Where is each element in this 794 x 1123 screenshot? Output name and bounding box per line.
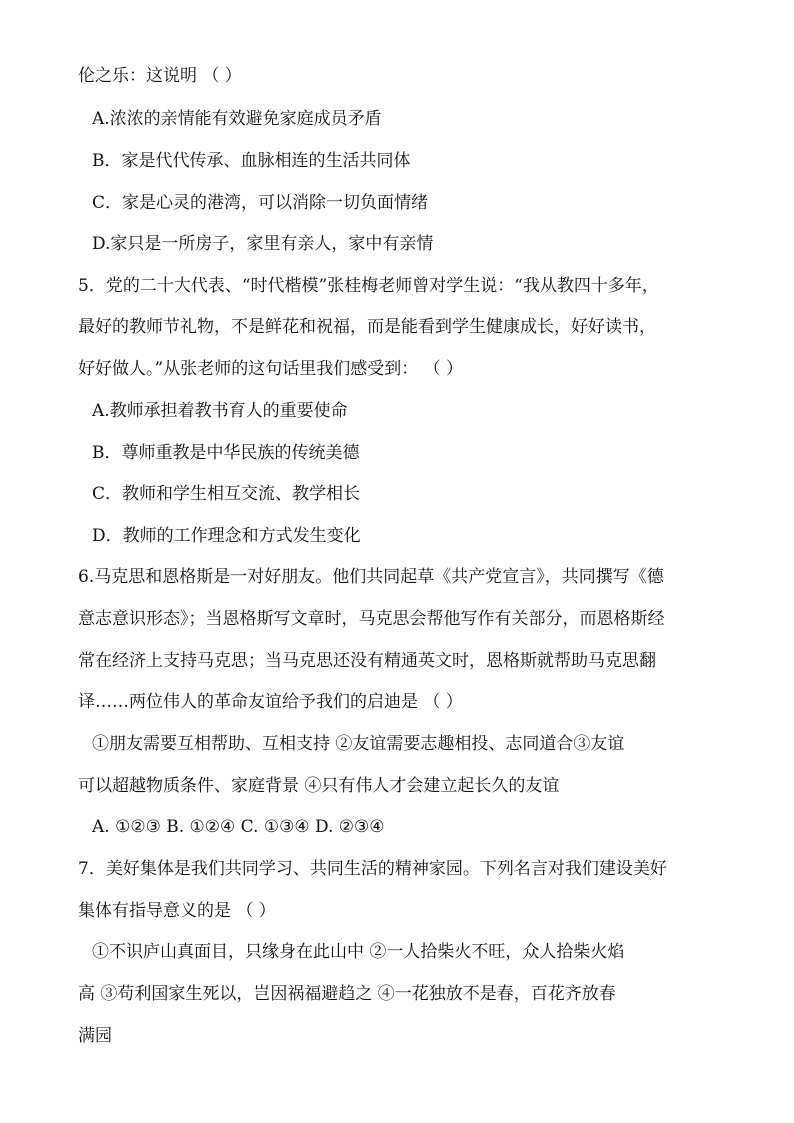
q4-stem-tail: 伦之乐：这说明 （ ） — [78, 66, 242, 86]
q5-option-b: B．尊师重教是中华民族的传统美德 — [92, 443, 360, 463]
q6-statements-line-1: ①朋友需要互相帮助、互相支持 ②友谊需要志趣相投、志同道合③友谊 — [92, 734, 625, 754]
q6-stem-line-1: 6.马克思和恩格斯是一对好朋友。他们共同起草《共产党宣言》，共同撰写《德 — [78, 567, 664, 587]
q4-option-b: B．家是代代传承、血脉相连的生活共同体 — [92, 151, 411, 171]
q6-stem-line-4: 译……两位伟人的革命友谊给予我们的启迪是 （ ） — [78, 692, 463, 712]
q7-stem-line-2: 集体有指导意义的是 （ ） — [78, 901, 276, 921]
q5-stem-line-2: 最好的教师节礼物，不是鲜花和祝福，而是能看到学生健康成长，好好读书， — [78, 317, 656, 337]
q6-stem-line-3: 常在经济上支持马克思；当马克思还没有精通英文时，恩格斯就帮助马克思翻 — [78, 651, 656, 671]
q6-statements-line-2: 可以超越物质条件、家庭背景 ④只有伟人才会建立起长久的友谊 — [78, 776, 560, 796]
q7-stem-line-1: 7．美好集体是我们共同学习、共同生活的精神家园。下列名言对我们建设美好 — [78, 859, 667, 879]
q5-stem-line-3: 好好做人。”从张老师的这句话里我们感受到： （ ） — [78, 359, 463, 379]
q4-option-d: D.家只是一所房子，家里有亲人，家中有亲情 — [92, 234, 434, 254]
q5-option-a: A.教师承担着教书育人的重要使命 — [92, 401, 348, 421]
q6-stem-line-2: 意志意识形态》；当恩格斯写文章时，马克思会帮他写作有关部分，而恩格斯经 — [78, 609, 665, 629]
q6-choices: A. ①②③ B. ①②④ C. ①③④ D. ②③④ — [92, 817, 385, 837]
q7-statements-line-2: 高 ③苟利国家生死以，岂因祸福避趋之 ④一花独放不是春，百花齐放春 — [78, 984, 616, 1004]
q7-statements-line-3: 满园 — [78, 1026, 112, 1046]
q4-option-a: A.浓浓的亲情能有效避免家庭成员矛盾 — [92, 109, 382, 129]
q7-statements-line-1: ①不识庐山真面目，只缘身在此山中 ②一人拾柴火不旺，众人拾柴火焰 — [92, 942, 625, 962]
q5-stem-line-1: 5．党的二十大代表、“时代楷模”张桂梅老师曾对学生说：“我从教四十多年， — [78, 276, 659, 296]
q5-option-d: D．教师的工作理念和方式发生变化 — [92, 526, 361, 546]
q5-option-c: C．教师和学生相互交流、教学相长 — [92, 484, 361, 504]
q4-option-c: C．家是心灵的港湾，可以消除一切负面情绪 — [92, 193, 429, 213]
